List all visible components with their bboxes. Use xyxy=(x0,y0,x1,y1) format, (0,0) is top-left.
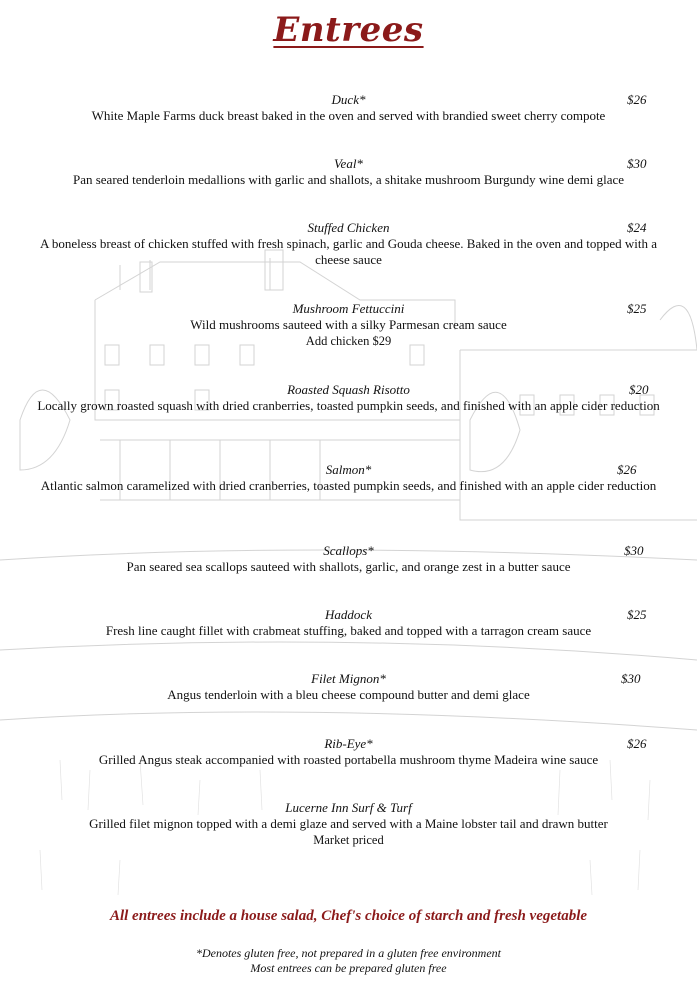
item-name: Duck* xyxy=(331,92,366,107)
item-name: Filet Mignon* xyxy=(311,671,386,686)
item-price: $30 xyxy=(624,543,644,558)
item-price: $26 xyxy=(617,462,637,477)
item-name: Lucerne Inn Surf & Turf xyxy=(285,800,412,815)
item-description: Fresh line caught fillet with crabmeat stuffing, baked and topped with a tarragon cream sauce xyxy=(105,623,592,638)
item-name: Mushroom Fettuccini xyxy=(292,301,405,316)
item-name: Haddock xyxy=(325,607,372,622)
menu-item xyxy=(30,381,667,414)
menu-item xyxy=(30,542,667,575)
item-description: Atlantic salmon caramelized with dried cranberries, toasted pumpkin seeds, and finished with an apple cider reduction xyxy=(40,478,657,493)
item-add-on: Add chicken $29 xyxy=(305,334,392,348)
item-price: $26 xyxy=(627,92,647,107)
menu-item xyxy=(30,735,667,768)
item-description: Grilled filet mignon topped with a demi glaze and served with a Maine lobster tail and drawn butter xyxy=(89,816,608,831)
item-name: Scallops* xyxy=(323,543,374,558)
menu-item xyxy=(30,461,667,494)
item-name: Salmon* xyxy=(325,462,372,477)
gluten-free-line-1: *Denotes gluten free, not prepared in a gluten free environment xyxy=(195,946,502,960)
menu-item xyxy=(30,91,667,124)
item-name: Rib-Eye* xyxy=(324,736,373,751)
menu-item xyxy=(30,300,667,349)
item-name: Roasted Squash Risotto xyxy=(287,382,410,397)
item-price: $26 xyxy=(627,736,647,751)
menu-item xyxy=(30,670,667,703)
item-description: Grilled Angus steak accompanied with roasted portabella mushroom thyme Madeira wine sauce xyxy=(98,752,599,767)
item-description: Angus tenderloin with a bleu cheese compound butter and demi glace xyxy=(167,687,530,702)
item-price: $30 xyxy=(627,156,647,171)
item-price: $25 xyxy=(627,607,647,622)
item-description: White Maple Farms duck breast baked in the oven and served with brandied sweet cherry compote xyxy=(91,108,606,123)
item-description: Locally grown roasted squash with dried cranberries, toasted pumpkin seeds, and finished with an apple cider reduction xyxy=(37,398,660,413)
item-description: Pan seared tenderloin medallions with garlic and shallots, a shitake mushroom Burgundy wine demi glace xyxy=(72,172,625,187)
menu-item xyxy=(30,155,667,188)
item-name: Stuffed Chicken xyxy=(307,220,390,235)
gluten-free-note xyxy=(0,946,697,976)
entrees-include-note: All entrees include a house salad, Chef's choice of starch and fresh vegetable xyxy=(109,908,588,924)
page-title: Entrees xyxy=(273,10,424,50)
item-price: $25 xyxy=(627,301,647,316)
item-description: A boneless breast of chicken stuffed with fresh spinach, garlic and Gouda cheese. Baked in the oven and topped with a cheese sauce xyxy=(39,236,658,267)
item-description: Wild mushrooms sauteed with a silky Parmesan cream sauce xyxy=(190,317,507,332)
item-price: $20 xyxy=(629,382,649,397)
menu-item xyxy=(30,606,667,639)
item-price: $24 xyxy=(627,220,647,235)
item-name: Veal* xyxy=(334,156,363,171)
item-description: Pan seared sea scallops sauteed with shallots, garlic, and orange zest in a butter sauce xyxy=(126,559,571,574)
item-price: $30 xyxy=(621,671,641,686)
menu-item xyxy=(30,799,667,848)
item-price-note: Market priced xyxy=(313,833,384,847)
menu-item xyxy=(30,219,667,268)
gluten-free-line-2: Most entrees can be prepared gluten free xyxy=(250,961,447,975)
